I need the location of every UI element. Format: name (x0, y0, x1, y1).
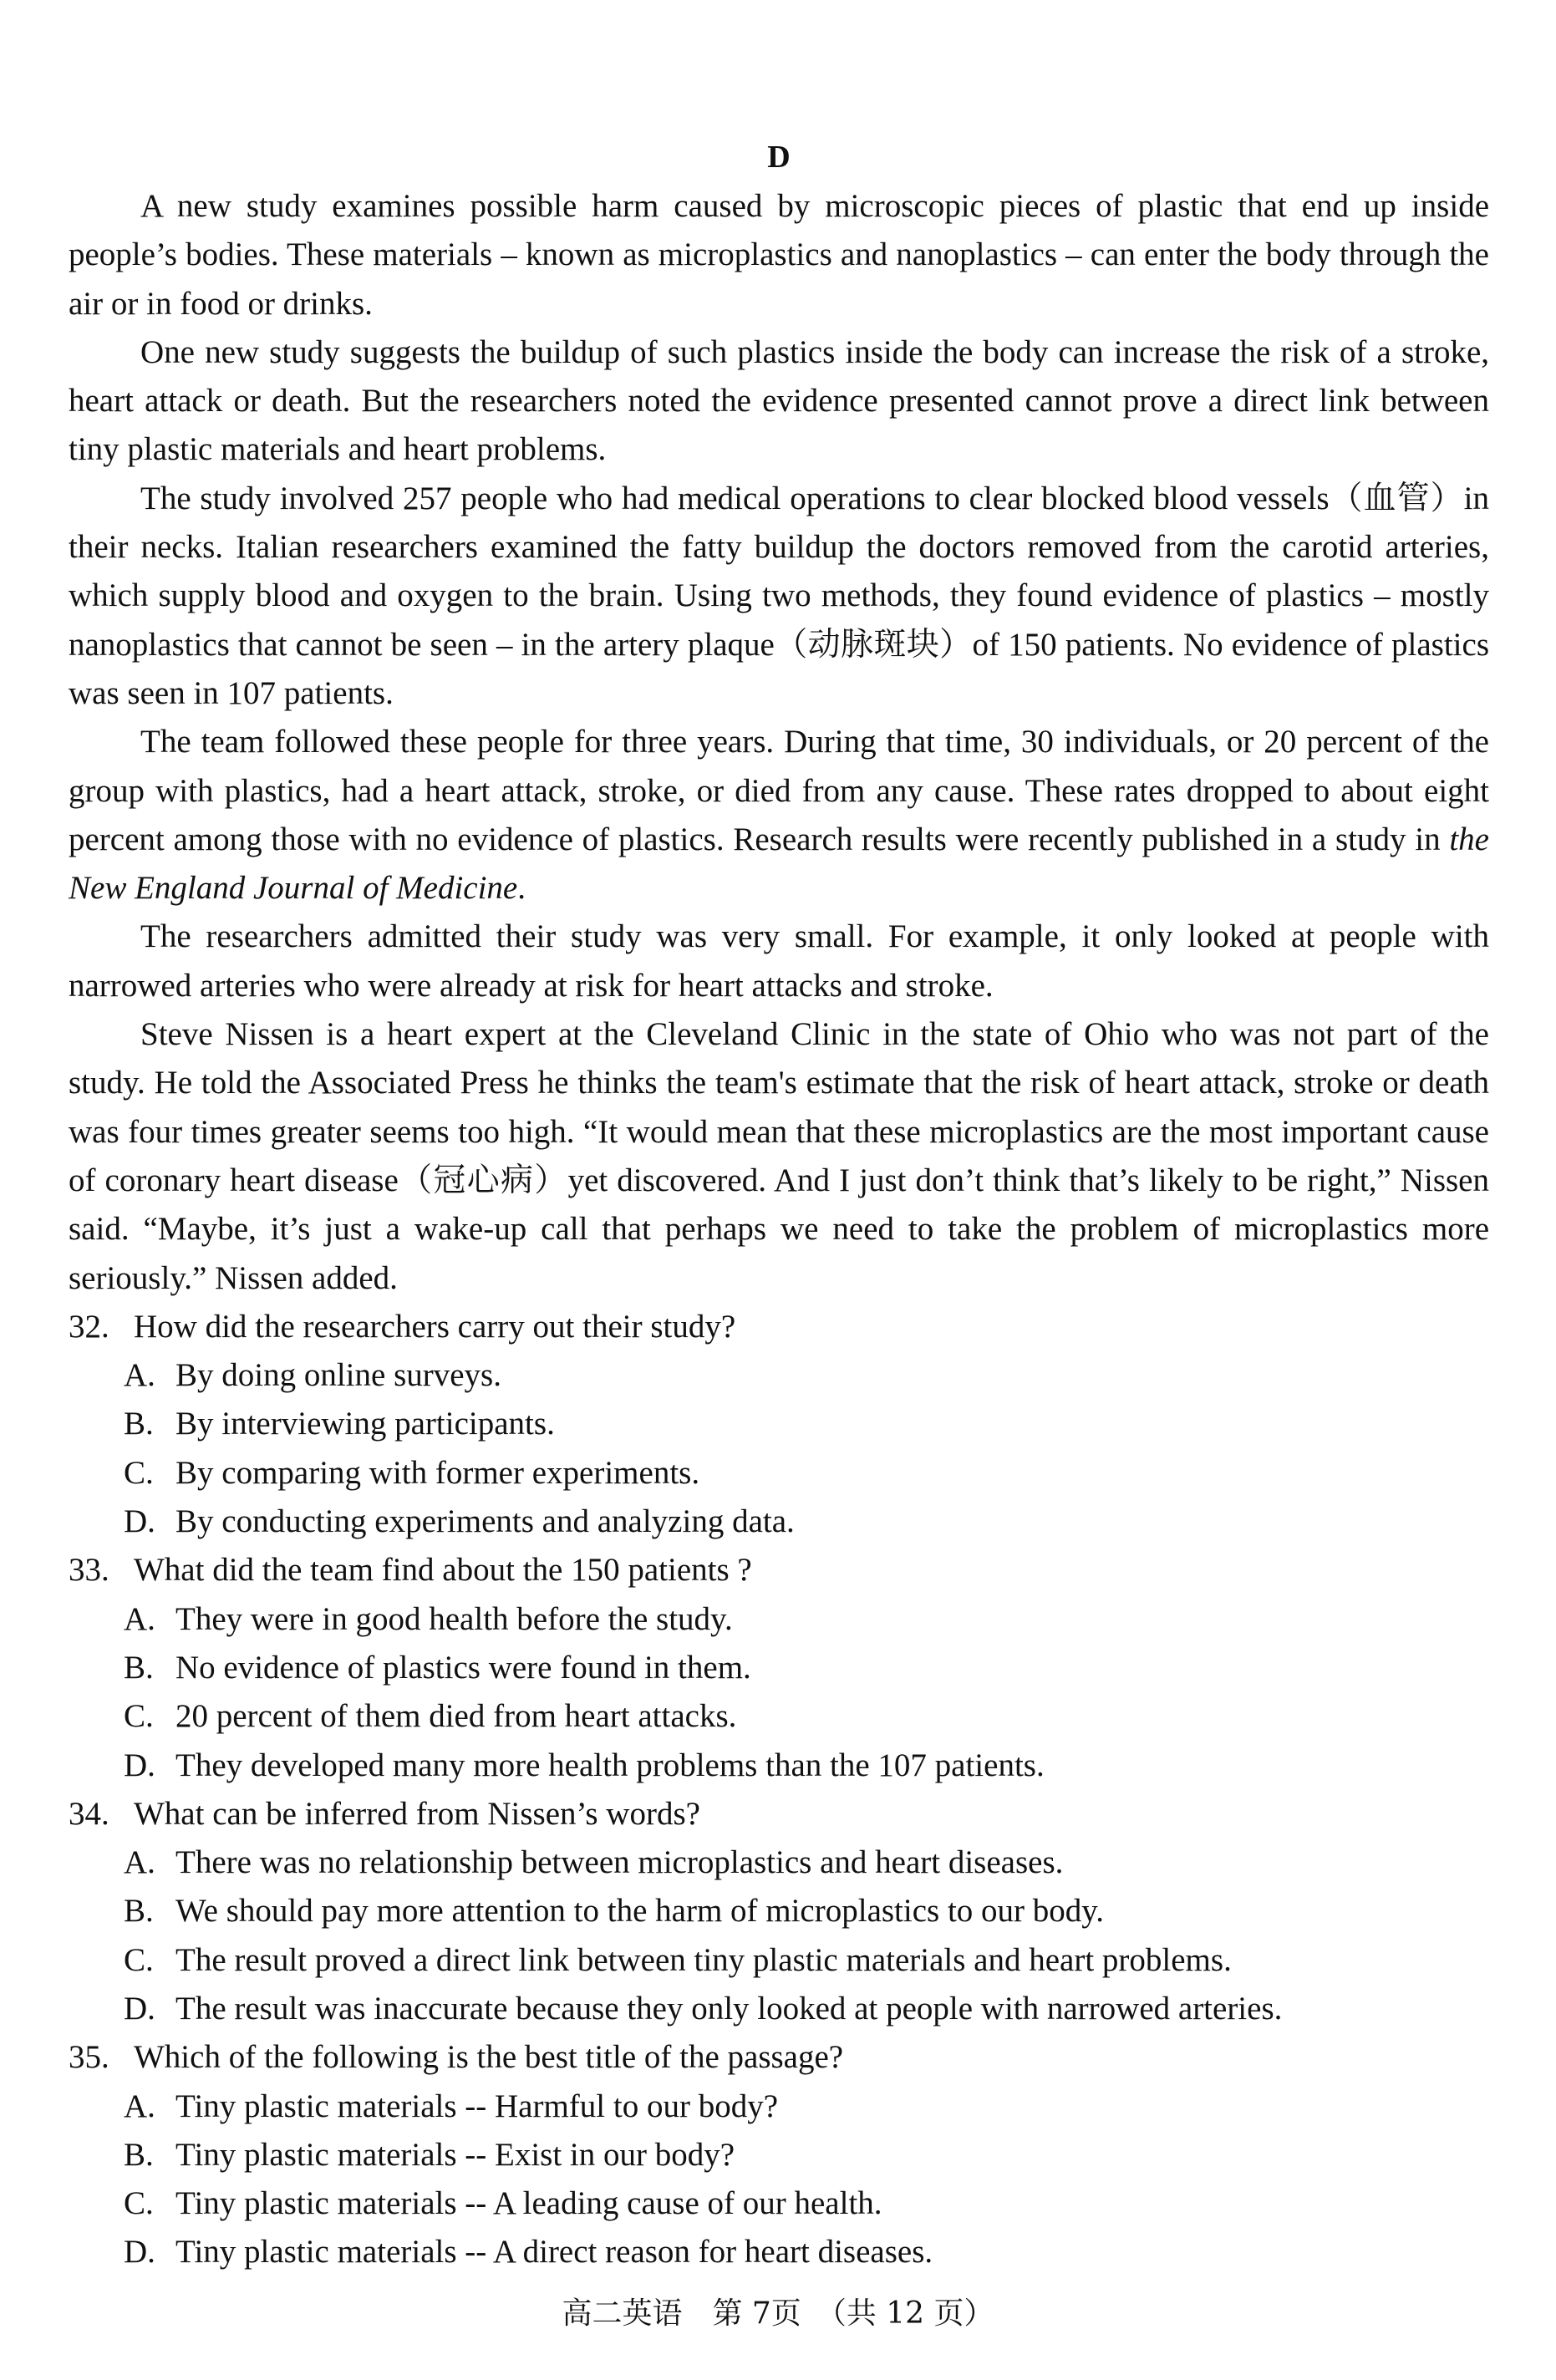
option-letter: C. (124, 1454, 154, 1491)
question-32 (69, 1303, 1489, 1546)
paragraph-5: The researchers admitted their study was very small. For example, it only looked at people with narrowed arteries who were already at risk for heart attacks and stroke. (69, 918, 1489, 1004)
option-text: There was no relationship between microplastics and heart diseases. (175, 1844, 1064, 1881)
option-letter: D. (124, 1990, 155, 2027)
question-text: What can be inferred from Nissen’s words? (134, 1795, 700, 1832)
option-text: Tiny plastic materials -- A leading cause of our health. (175, 2185, 882, 2222)
paragraph-3: The study involved 257 people who had medical operations to clear blocked blood vessels（血管）in their necks. Italian researchers examined the fatty buildup the doctors removed from the carotid arteries, which supply blood and oxygen to the brain. Using two methods, they found evidence of plastics – mostly nanoplastics that cannot be seen – in the artery plaque（动脉斑块）of 150 patients. No evidence of plastics was seen in 107 patients. (69, 480, 1489, 711)
option-d[interactable] (69, 2228, 1489, 2276)
option-text: The result was inaccurate because they only looked at people with narrowed arteries. (175, 1990, 1283, 2027)
option-b[interactable] (69, 2131, 1489, 2179)
option-a[interactable] (69, 1595, 1489, 1644)
question-text: What did the team find about the 150 patients ? (134, 1552, 752, 1589)
section-label: D (767, 140, 791, 175)
option-text: Tiny plastic materials -- Exist in our body? (175, 2136, 735, 2173)
option-b[interactable] (69, 1400, 1489, 1448)
option-text: They developed many more health problems than the 107 patients. (175, 1747, 1045, 1783)
question-text: How did the researchers carry out their study? (134, 1308, 736, 1345)
paragraph-1: A new study examines possible harm caused by microscopic pieces of plastic that end up inside people’s bodies. These materials – known as microplastics and nanoplastics – can enter the body through the air or in food or drinks. (69, 188, 1489, 322)
option-b[interactable] (69, 1644, 1489, 1692)
question-stem (69, 1303, 1489, 1351)
option-letter: A. (124, 1357, 155, 1394)
option-letter: B. (124, 2136, 154, 2173)
question-number: 35. (69, 2039, 109, 2076)
option-d[interactable] (69, 1985, 1489, 2033)
journal-period: . (517, 870, 526, 907)
question-number: 32. (69, 1308, 109, 1345)
question-stem (69, 1790, 1489, 1838)
question-34 (69, 1790, 1489, 2033)
option-text: Tiny plastic materials -- Harmful to our body? (175, 2088, 779, 2124)
option-letter: D. (124, 1503, 155, 1540)
paragraph-4 (69, 718, 1489, 913)
option-letter: B. (124, 1893, 154, 1930)
option-letter: C. (124, 1698, 154, 1735)
option-c[interactable] (69, 1936, 1489, 1985)
option-letter: D. (124, 2234, 155, 2271)
option-text: We should pay more attention to the harm of microplastics to our body. (175, 1893, 1105, 1930)
question-number: 33. (69, 1552, 109, 1589)
option-text: By comparing with former experiments. (175, 1454, 700, 1491)
option-c[interactable] (69, 1449, 1489, 1498)
option-a[interactable] (69, 1351, 1489, 1400)
option-text: 20 percent of them died from heart attacks. (175, 1698, 737, 1735)
option-text: By interviewing participants. (175, 1406, 555, 1442)
option-text: Tiny plastic materials -- A direct reason for heart diseases. (175, 2234, 933, 2271)
page-footer: 高二英语 第 7页 （共 12 页） (562, 2296, 994, 2331)
option-text: By doing online surveys. (175, 1357, 501, 1394)
option-letter: C. (124, 1941, 154, 1978)
question-number: 34. (69, 1795, 109, 1832)
paragraph-2: One new study suggests the buildup of such plastics inside the body can increase the risk of a stroke, heart attack or death. But the researchers noted the evidence presented cannot prove a direct link between tiny plastic materials and heart problems. (69, 333, 1489, 468)
option-a[interactable] (69, 2082, 1489, 2131)
option-a[interactable] (69, 1838, 1489, 1887)
journal-name: the New England Journal of Medicine (69, 821, 1489, 907)
option-letter: B. (124, 1406, 154, 1442)
option-text: By conducting experiments and analyzing data. (175, 1503, 795, 1540)
option-c[interactable] (69, 1692, 1489, 1741)
option-d[interactable] (69, 1498, 1489, 1546)
exam-page (69, 134, 1489, 2277)
option-text: They were in good health before the study. (175, 1600, 733, 1637)
question-stem (69, 2033, 1489, 2082)
paragraph-4-text: The team followed these people for three years. During that time, 30 individuals, or 20 percent of the group with plastics, had a heart attack, stroke, or died from any cause. These rates dropped to about eight percent among those with no evidence of plastics. Research results were recently published in a study in (69, 724, 1489, 857)
option-text: No evidence of plastics were found in them. (175, 1649, 751, 1686)
option-text: The result proved a direct link between tiny plastic materials and heart problems. (175, 1941, 1232, 1978)
option-d[interactable] (69, 1742, 1489, 1790)
option-c[interactable] (69, 2179, 1489, 2228)
option-letter: A. (124, 1844, 155, 1881)
question-stem (69, 1546, 1489, 1594)
question-35 (69, 2033, 1489, 2276)
paragraph-6: Steve Nissen is a heart expert at the Cleveland Clinic in the state of Ohio who was not part of the study. He told the Associated Press he thinks the team's estimate that the risk of heart attack, stroke or death was four times greater seems too high. “It would mean that these microplastics are the most important cause of coronary heart disease（冠心病）yet discovered. And I just don’t think that’s likely to be right,” Nissen said. “Maybe, it’s just a wake-up call that perhaps we need to take the problem of microplastics more seriously.” Nissen added. (69, 1016, 1489, 1296)
option-letter: A. (124, 2088, 155, 2124)
option-letter: A. (124, 1600, 155, 1637)
option-letter: C. (124, 2185, 154, 2222)
option-letter: B. (124, 1649, 154, 1686)
option-b[interactable] (69, 1887, 1489, 1935)
question-33 (69, 1546, 1489, 1789)
option-letter: D. (124, 1747, 155, 1783)
question-text: Which of the following is the best title of the passage? (134, 2039, 844, 2076)
